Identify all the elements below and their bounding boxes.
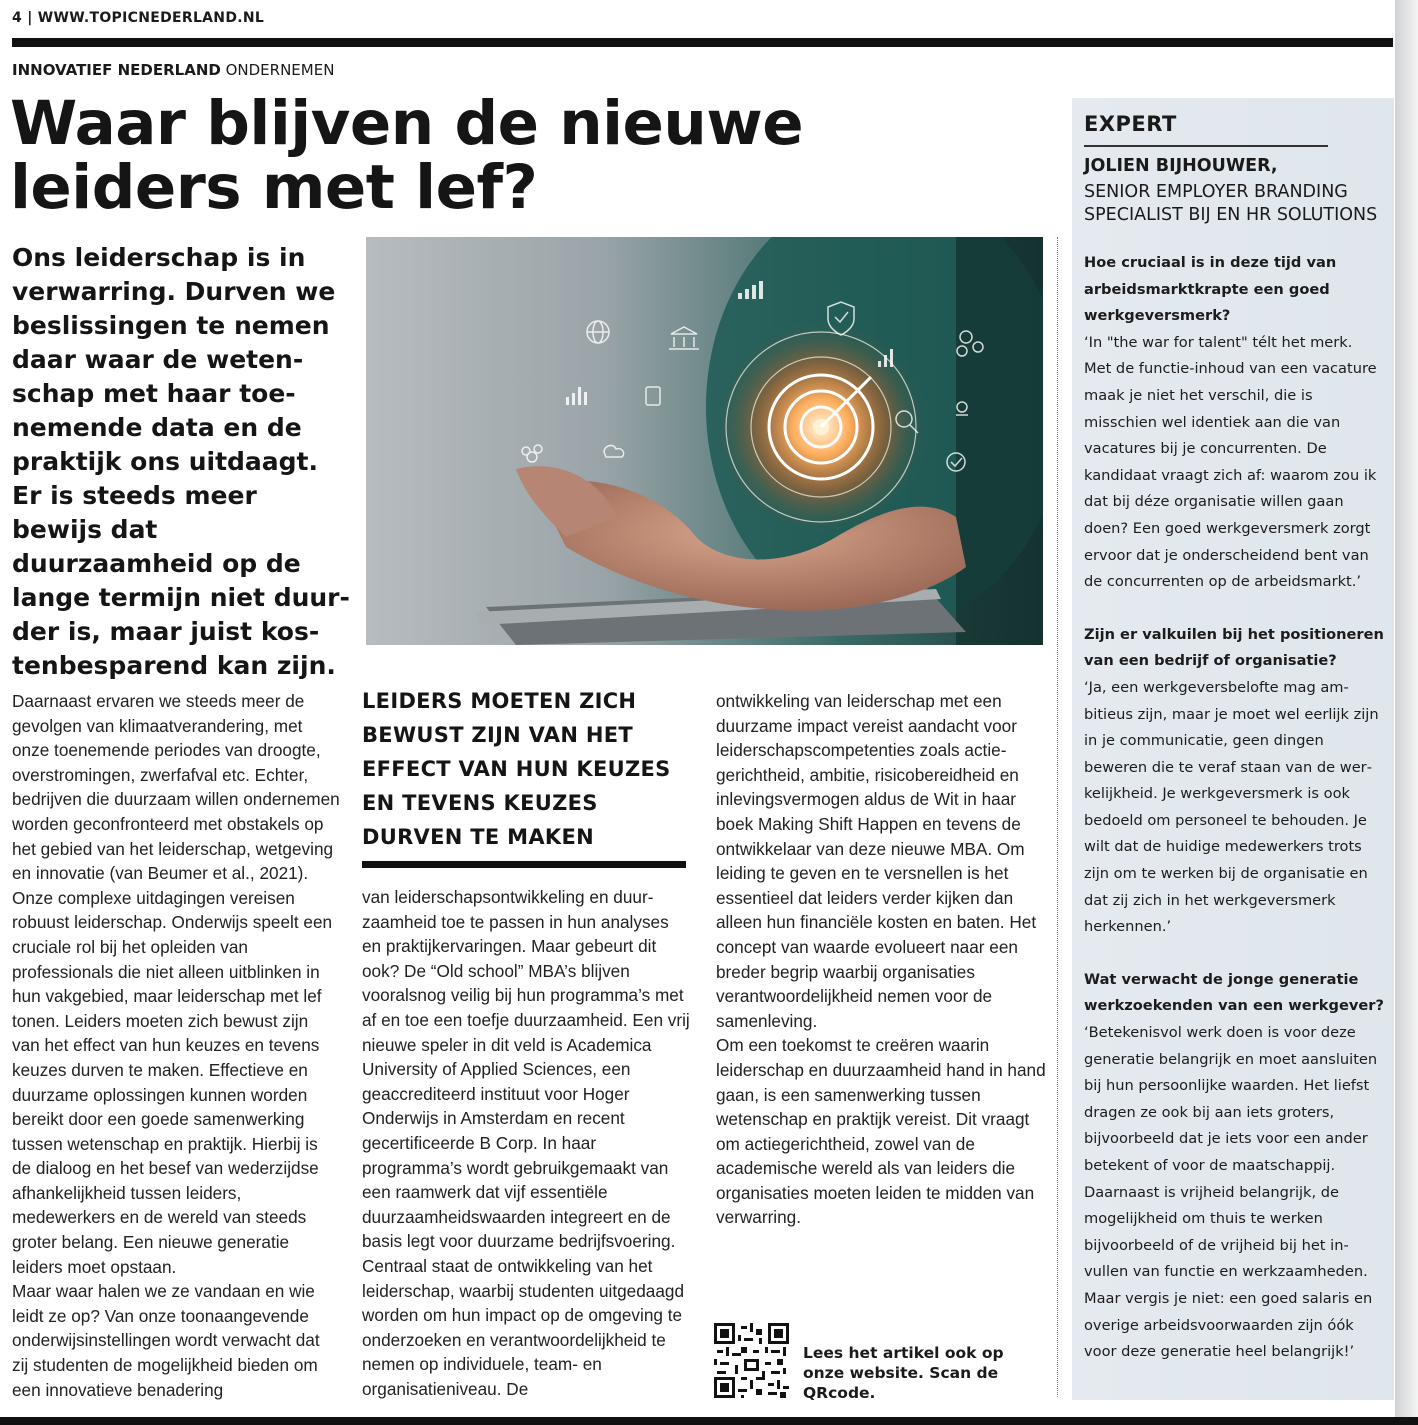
hero-image (366, 237, 1043, 645)
body-column-3 (716, 689, 1048, 1230)
qa-answer: ‘In "the war for talent" télt het merk. Met de functie-inhoud van een vacature maak je niet het verschil, die is misschien wel identiek aan die van vacatures bij je concurrenten. De kandidaat vraagt zich af: waarom zou ik dat bij déze organisatie willen gaan doen? Een goed werkgeversmerk zorgt ervoor dat je onderscheidend bent van de concurrenten op de arbeidsmarkt.’ (1084, 333, 1377, 591)
pull-quote-rule (362, 861, 686, 868)
body-column-2 (362, 885, 692, 1401)
qa-question: Hoe cruciaal is in deze tijd van arbeidsmarktkrapte een goed werkgeversmerk? (1084, 254, 1337, 325)
body-paragraph: van leiderschapsontwikkeling en duurzaamheid toe te passen in hun analyses en praktijkervaringen. Maar gebeurt dit ook? De “Old school” MBA’s blijven vooralsnog veilig bij hun programma’s met af en toe een toefje duurzaamheid. Een vrij nieuwe speler in dit veld is Academica University of Applied Sciences, een geaccrediteerd instituut voor Hoger Onderwijs in Amsterdam en recent gecertificeerde B Corp. In haar programma’s wordt gebruikgemaakt van een raamwerk dat vijf essentiële duurzaamheidswaarden integreert en de basis legt voor duurzame bedrijfsvoering. Centraal staat de ontwikkeling van het leiderschap, waarbij studenten uitgedaagd worden om hun impact op de omgeving te onderzoeken en verantwoordelijkheid te nemen op individuele, team- en organisatieniveau. De (362, 887, 690, 1399)
pull-quote: LEIDERS MOETEN ZICH BEWUST ZIJN VAN HET EFFECT VAN HUN KEUZES EN TEVENS KEUZES DURVEN TE MAKEN (362, 689, 671, 849)
body-paragraph: Om een toekomst te creëren waarin leiderschap en duurzaamheid hand in hand gaan, is een samenwerking tussen wetenschap en praktijk vereist. Dit vraagt om actiegerichtheid, zowel van de academische wereld als van leiders die organisaties moeten leiden te midden van verwarring. (716, 1035, 1046, 1228)
section-label (12, 61, 334, 79)
expert-label: EXPERT (1084, 112, 1177, 136)
qr-code[interactable] (714, 1323, 789, 1398)
qa-answer: ‘Betekenisvol werk doen is voor deze generatie belangrijk en moet aansluiten bij hun persoonlijke waarden. Het liefst dragen ze ook bij aan iets groters, bijvoorbeeld dat je iets voor een ander betekent of voor de maatschappij. Daarnaast is vrijheid belangrijk, de mogelijkheid om thuis te werken bijvoorbeeld of de vrijheid bij het invullen van functie en werkzaamheden. Maar vergis je niet: een goed salaris en overige arbeidsvoorwaarden zijn óók voor deze generatie heel belangrijk!’ (1084, 1024, 1378, 1361)
expert-name: JOLIEN BIJHOUWER, (1084, 156, 1278, 176)
section-label-bold: INNOVATIEF NEDERLAND (12, 61, 221, 79)
body-paragraph: Maar waar halen we ze vandaan en wie leidt ze op? Van onze toonaangevende onderwijsinstellingen wordt verwacht dat zij studenten de mogelijkheid bieden om een innovatieve benadering (12, 1281, 320, 1400)
body-paragraph: Daarnaast ervaren we steeds meer de gevolgen van klimaatverandering, met onze toenemende periodes van droogte, overstromingen, zwerfafval etc. Echter, bedrijven die duurzaam willen ondernemen worden geconfronteerd met obstakels op het gebied van het leiderschap, wetgeving en innovatie (van Beumer et al., 2021). Onze complexe uitdagingen vereisen robuust leiderschap. Onderwijs speelt een cruciale rol bij het opleiden van professionals die niet alleen uitblinken in hun vakgebied, maar leiderschap met lef tonen. Leiders moeten zich bewust zijn van het effect van hun keuzes en tevens keuzes durven te maken. Effectieve en duurzame oplossingen kunnen worden bereikt door een goede samenwerking tussen wetenschap en praktijk. Hierbij is de dialoog en het besef van wederzijdse afhankelijkheid tussen leiders, medewerkers en de wereld van steeds groter belang. Een nieuwe generatie leiders moet opstaan. (12, 691, 340, 1277)
hero-image-illustration (366, 237, 1043, 645)
qr-caption: Lees het artikel ook op onze website. Scan de QRcode. (803, 1344, 1004, 1402)
header-rule (12, 38, 1393, 47)
qa-answer: ‘Ja, een werkgeversbelofte mag ambitieus zijn, maar je moet wel eerlijk zijn in je communicatie, geen dingen beweren die te veraf staan van de werkelijkheid. Je werkgeversmerk is ook bedoeld om personeel te behouden. Je wilt dat de huidige medewerkers trots zijn om te werken bij de organisatie en dat zij zich in het werkgeversmerk herkennen.’ (1084, 678, 1379, 936)
expert-role: SENIOR EMPLOYER BRANDING SPECIALIST BIJ EN HR SOLUTIONS (1084, 182, 1378, 225)
section-label-light: ONDERNEMEN (225, 61, 335, 79)
page-number-and-site: 4 | WWW.TOPICNEDERLAND.NL (12, 10, 265, 26)
column-divider (1057, 237, 1058, 1397)
body-paragraph: ontwikkeling van leiderschap met een duurzame impact vereist aandacht voor leiderschapscompetenties zoals actiegerichtheid, ambitie, risicobereidheid en inlevingsvermogen aldus de Wit in haar boek Making Shift Happen en tevens de ontwikkelaar van deze nieuwe MBA. Om leiding te geven en te versnellen is het essentieel dat leiders verder kijken dan alleen hun financiële kosten en baten. Het concept van waarde evolueert naar een breder begrip waarbij organisaties verantwoordelijkheid nemen voor de samenleving. (716, 691, 1037, 1031)
expert-rule (1084, 145, 1328, 147)
body-column-1 (12, 689, 340, 1402)
expert-sidebar (1072, 98, 1394, 1400)
article-title: Waar blijven de nieuwe leiders met lef? (10, 88, 804, 223)
qa-question: Zijn er valkuilen bij het positioneren van een bedrijf of organisatie? (1084, 625, 1384, 670)
lead-paragraph: Ons leiderschap is in verwarring. Durven we beslissingen te nemen daar waar de wetenschap met haar toenemende data en de praktijk ons uitdaagt. Er is steeds meer bewijs dat duurzaamheid op de lange termijn niet duurder is, maar juist kostenbesparend kan zijn. (12, 243, 350, 680)
qa-question: Wat verwacht de jonge generatie werkzoekenden van een werkgever? (1084, 970, 1384, 1015)
bottom-rule (0, 1417, 1418, 1425)
page-edge (1395, 0, 1418, 1425)
qr-block (714, 1323, 1054, 1401)
qa-list (1084, 250, 1384, 1392)
